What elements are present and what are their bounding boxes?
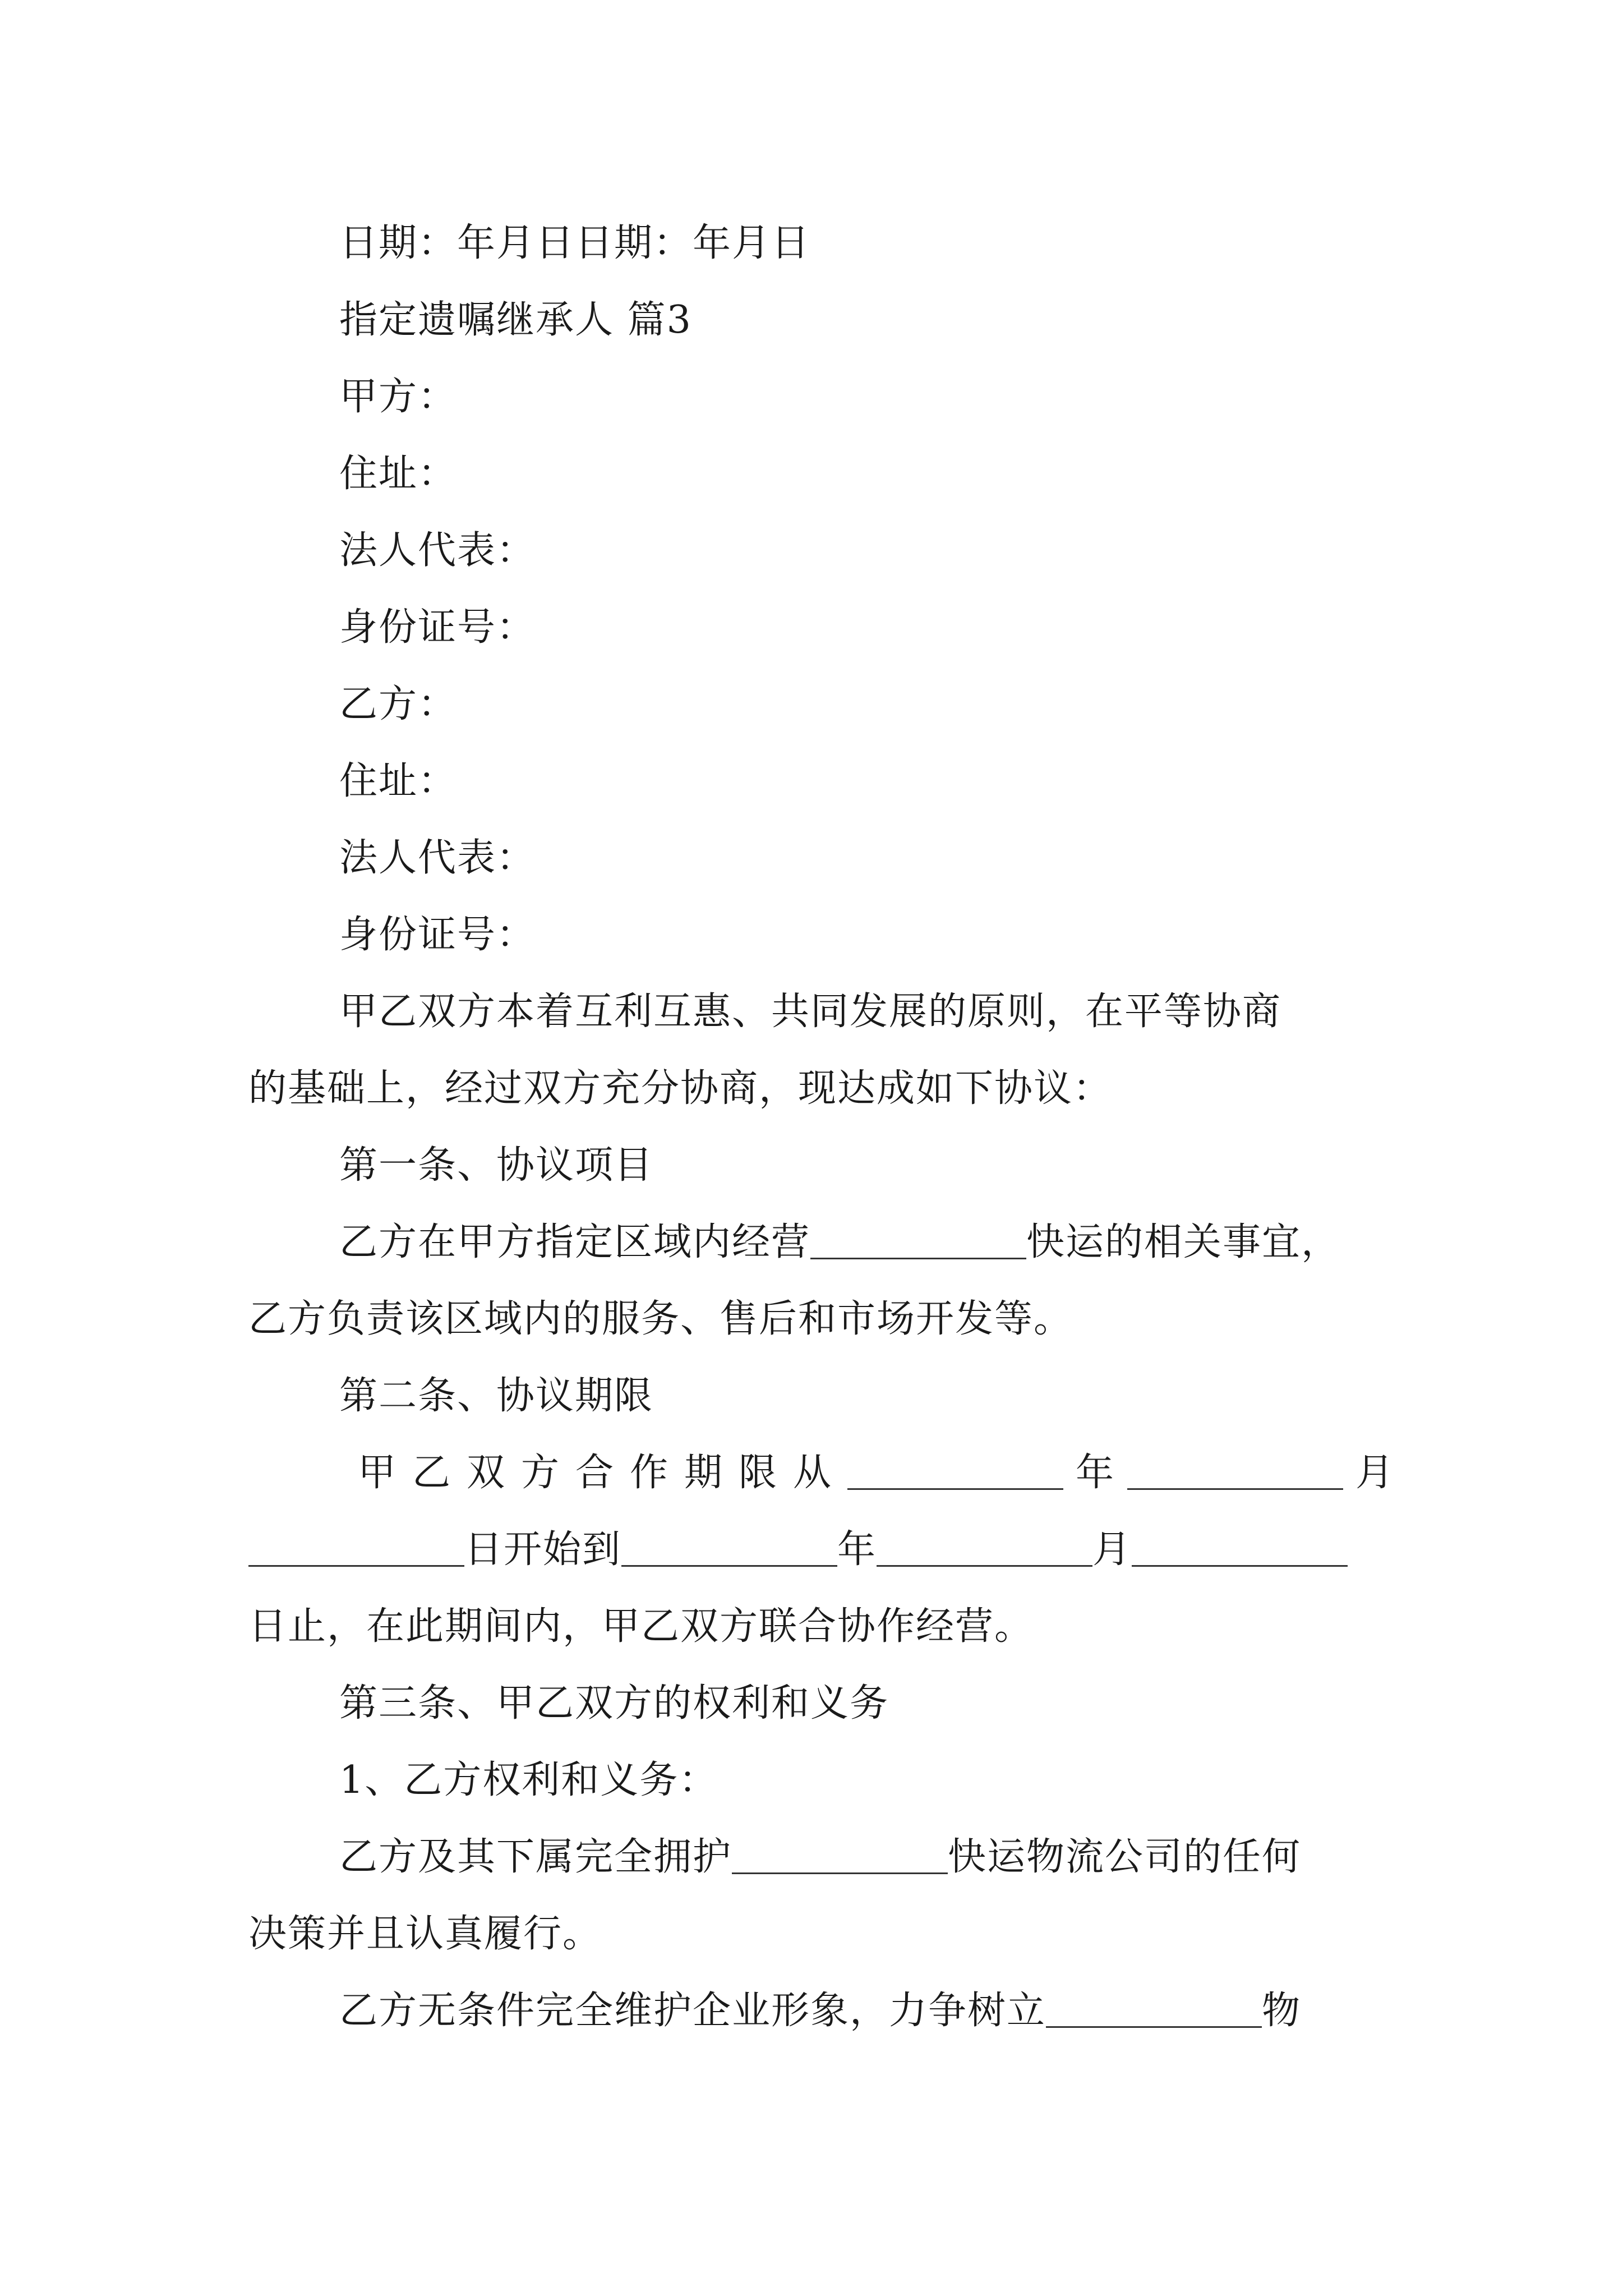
article-2-heading: 第二条、协议期限 <box>339 1374 654 1418</box>
blank-field <box>1046 1991 1262 2028</box>
article-3-item-a-line-2: 决策并且认真履行。 <box>248 1912 602 1956</box>
party-b-id-label: 身份证号： <box>339 913 536 957</box>
blank-field <box>847 1453 1063 1490</box>
preamble-line-2: 的基础上，经过双方充分协商，现达成如下协议： <box>248 1066 1113 1111</box>
article-3-subheading: 1、乙方权利和义务： <box>339 1758 718 1802</box>
party-b-legal-rep-label: 法人代表： <box>339 836 536 880</box>
article-3-heading: 第三条、甲乙双方的权利和义务 <box>339 1681 889 1726</box>
article-3-text-d: 物 <box>1262 1989 1302 2033</box>
article-3-text-c: 乙方无条件完全维护企业形象，力争树立 <box>339 1989 1046 2033</box>
article-2-line-1 <box>358 1448 1395 1498</box>
party-a-legal-rep-label: 法人代表： <box>339 528 536 573</box>
blank-field <box>1127 1453 1343 1490</box>
article-2-year: 年 <box>1076 1451 1115 1495</box>
article-3-text-a: 乙方及其下属完全拥护 <box>339 1835 732 1879</box>
party-b-label: 乙方： <box>339 682 458 726</box>
article-1-heading: 第一条、协议项目 <box>339 1143 654 1188</box>
article-3-text-b: 快运物流公司的任何 <box>948 1835 1302 1879</box>
blank-field <box>732 1838 948 1874</box>
article-2-month-2: 月 <box>1092 1527 1132 1572</box>
party-a-label: 甲方： <box>339 375 458 419</box>
article-2-month: 月 <box>1355 1451 1395 1495</box>
article-3-item-a-line-1 <box>339 1832 1301 1883</box>
blank-field <box>1132 1530 1348 1567</box>
article-2-line-2 <box>248 1525 1348 1575</box>
article-2-year-2: 年 <box>837 1527 877 1572</box>
party-b-address-label: 住址： <box>339 759 458 803</box>
article-1-text-a: 乙方在甲方指定区域内经营 <box>339 1220 811 1264</box>
article-2-line-3: 日止，在此期间内，甲乙双方联合协作经营。 <box>248 1604 1034 1649</box>
blank-field <box>877 1530 1092 1567</box>
blank-field <box>248 1530 464 1567</box>
section-heading: 指定遗嘱继承人 篇3 <box>339 298 692 342</box>
article-1-line-1 <box>339 1217 1340 1268</box>
article-2-text-a: 甲乙双方合作期限从 <box>358 1451 848 1495</box>
blank-field <box>810 1223 1026 1259</box>
date-line: 日期：年月日日期：年月日 <box>339 221 811 265</box>
article-3-item-b-line-1 <box>339 1986 1301 2036</box>
article-2-start: 日开始到 <box>464 1527 622 1572</box>
preamble-line-1: 甲乙双方本着互利互惠、共同发展的原则，在平等协商 <box>339 990 1282 1034</box>
party-a-id-label: 身份证号： <box>339 605 536 650</box>
article-1-text-b: 快运的相关事宜， <box>1026 1220 1341 1264</box>
party-a-address-label: 住址： <box>339 452 458 496</box>
article-1-line-2: 乙方负责该区域内的服务、售后和市场开发等。 <box>248 1297 1073 1341</box>
blank-field <box>621 1530 837 1567</box>
